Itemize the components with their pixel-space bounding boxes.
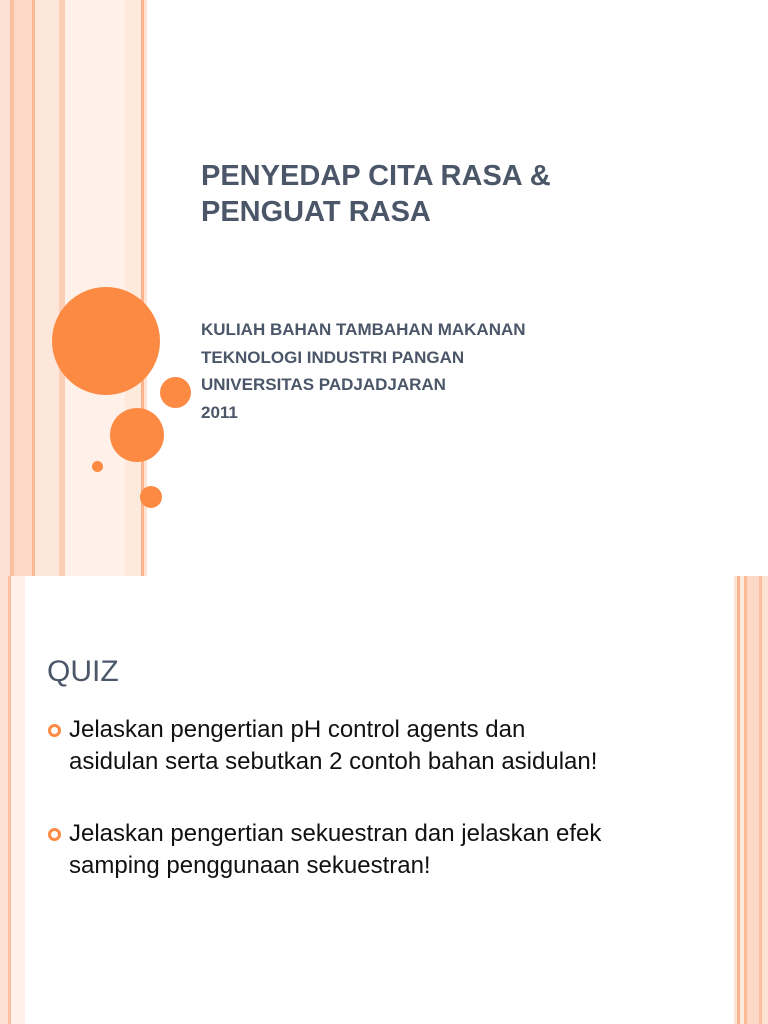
decorative-stripe bbox=[0, 0, 10, 576]
decorative-stripe bbox=[11, 576, 25, 1024]
decorative-stripe bbox=[0, 576, 8, 1024]
slide-subtitle bbox=[201, 316, 741, 426]
quiz-slide bbox=[0, 576, 768, 1024]
medium-circle-icon bbox=[110, 408, 164, 462]
bullet-text bbox=[69, 818, 688, 882]
bullet-line: asidulan serta sebutkan 2 contoh bahan asidulan! bbox=[69, 748, 598, 775]
subtitle-line: TEKNOLOGI INDUSTRI PANGAN bbox=[201, 347, 465, 367]
decorative-stripe bbox=[14, 0, 32, 576]
decorative-stripe bbox=[35, 0, 59, 576]
ring-bullet-icon bbox=[48, 724, 61, 737]
small-circle-icon bbox=[140, 486, 162, 508]
list-item bbox=[48, 818, 688, 882]
quiz-title: QUIZ bbox=[47, 655, 119, 688]
bullet-text bbox=[69, 714, 688, 778]
small-circle-icon bbox=[160, 377, 191, 408]
bullet-line: Jelaskan pengertian pH control agents dan bbox=[69, 716, 526, 743]
bullet-line: Jelaskan pengertian sekuestran dan jelaskan efek bbox=[69, 820, 602, 847]
decorative-stripe bbox=[125, 0, 141, 576]
slide-title bbox=[201, 158, 721, 230]
title-line: PENGUAT RASA bbox=[201, 196, 431, 228]
tiny-circle-icon bbox=[92, 461, 103, 472]
subtitle-line: KULIAH BAHAN TAMBAHAN MAKANAN bbox=[201, 320, 526, 339]
subtitle-line: UNIVERSITAS PADJADJARAN bbox=[201, 375, 446, 394]
bullet-line: samping penggunaan sekuestran! bbox=[69, 852, 431, 879]
large-circle-icon bbox=[52, 287, 160, 395]
decorative-stripe bbox=[762, 576, 768, 1024]
subtitle-line: 2011 bbox=[201, 402, 238, 422]
ring-bullet-icon bbox=[48, 828, 61, 841]
decorative-stripe bbox=[747, 576, 759, 1024]
list-item bbox=[48, 714, 688, 778]
title-line: PENYEDAP CITA RASA & bbox=[201, 160, 551, 192]
